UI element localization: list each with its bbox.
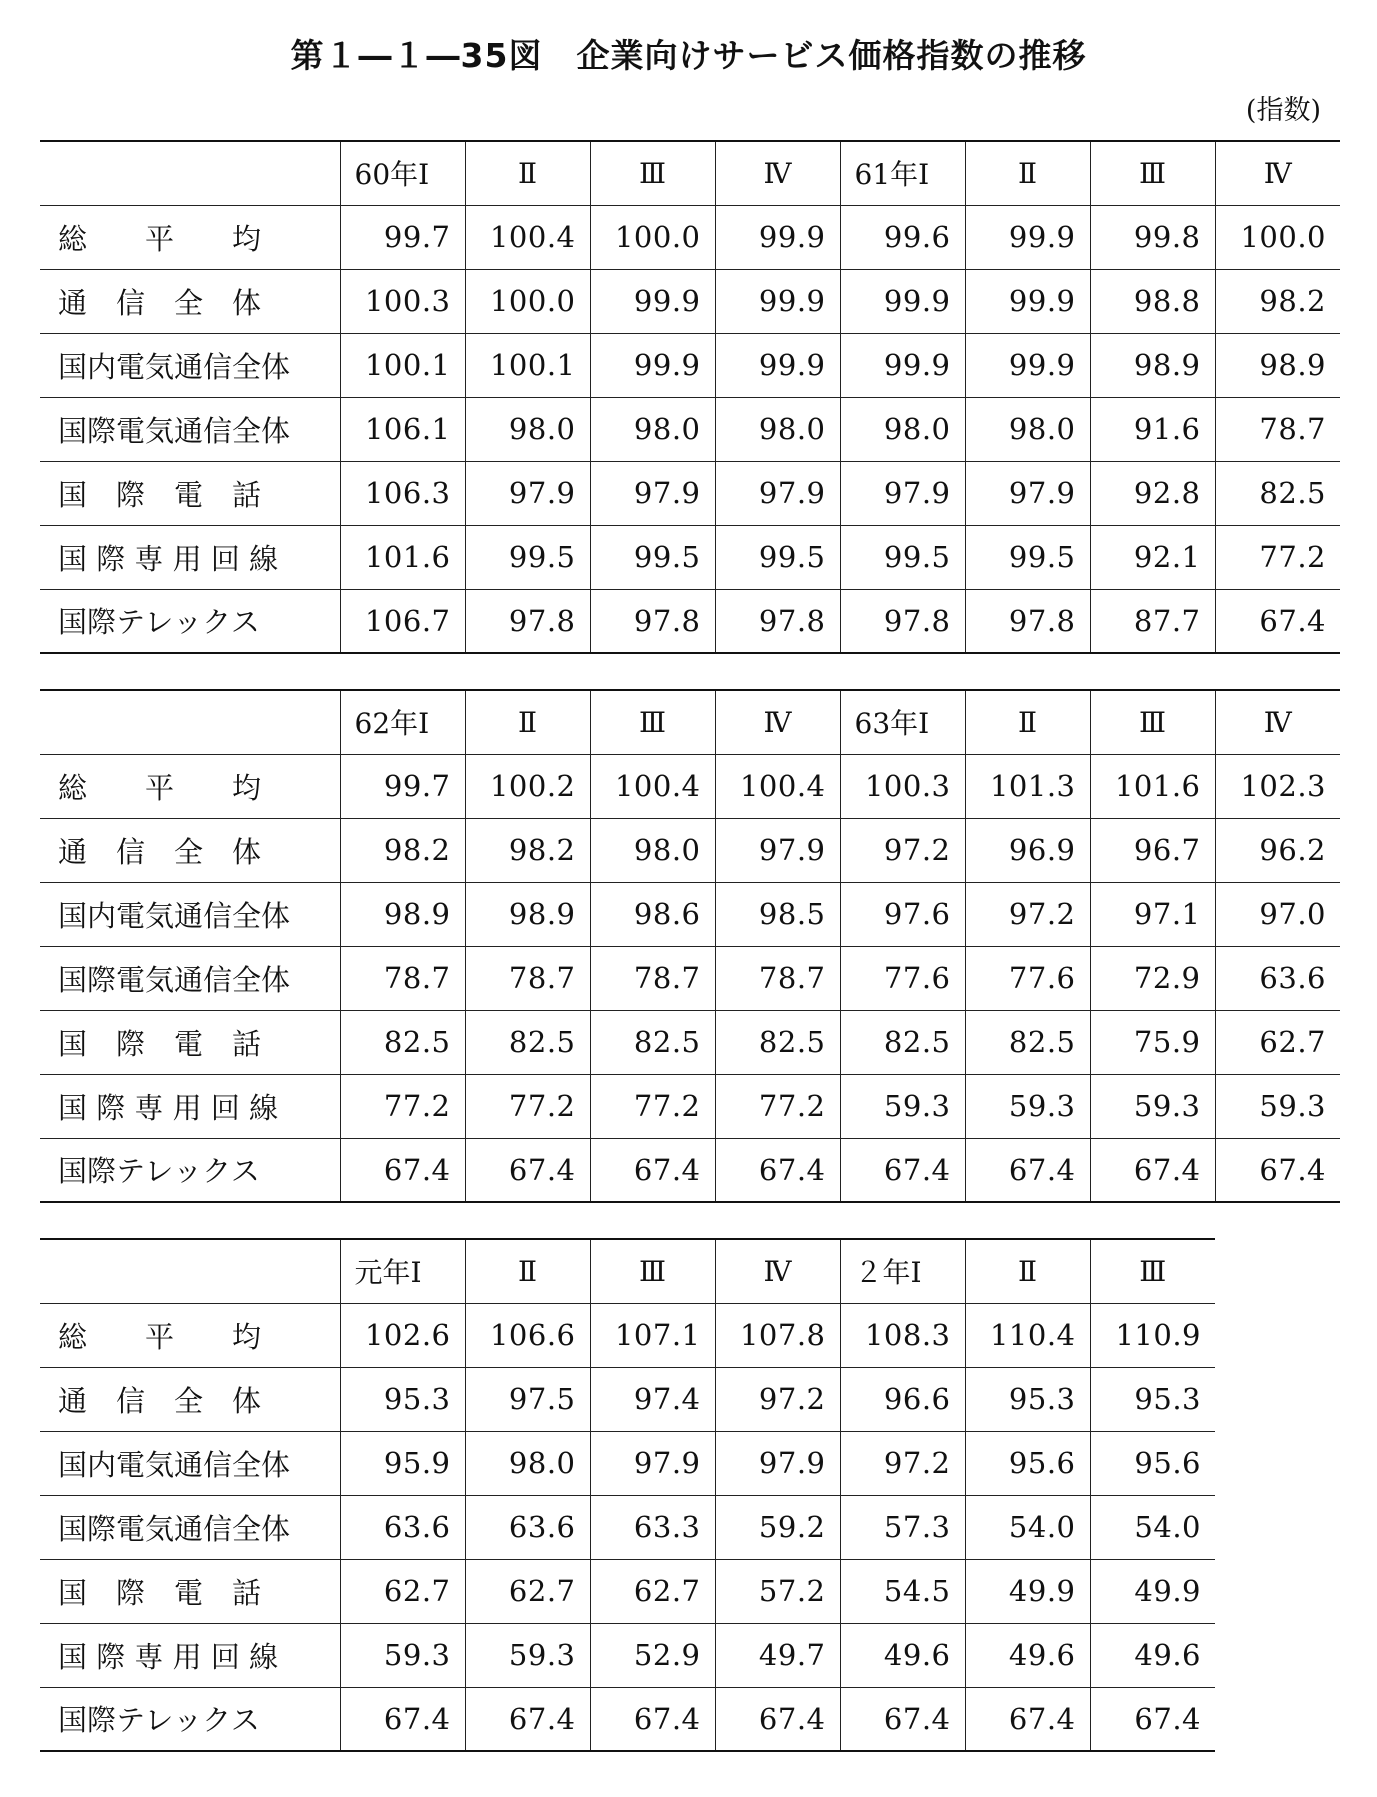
index-value-cell: 78.7: [1215, 397, 1340, 461]
row-label: 国際電気通信全体: [40, 946, 340, 1010]
row-label: 国 際 専 用 回 線: [40, 1623, 340, 1687]
index-value-cell: 49.9: [965, 1559, 1090, 1623]
index-value-cell: 67.4: [590, 1687, 715, 1751]
row-label: 通 信 全 体: [40, 269, 340, 333]
index-value-cell: 63.6: [340, 1495, 465, 1559]
index-value-cell: 62.7: [1215, 1010, 1340, 1074]
index-value-cell: 95.3: [1090, 1367, 1215, 1431]
index-value-cell: 77.6: [965, 946, 1090, 1010]
column-header: 元年Ⅰ: [340, 1239, 465, 1303]
index-value-cell: 67.4: [590, 1138, 715, 1202]
index-value-cell: 98.0: [465, 1431, 590, 1495]
table-row: [40, 461, 1340, 525]
table-row: [40, 333, 1340, 397]
table-row: [40, 882, 1340, 946]
index-value-cell: 99.5: [965, 525, 1090, 589]
index-value-cell: 82.5: [1215, 461, 1340, 525]
column-header: Ⅲ: [1090, 690, 1215, 754]
index-value-cell: 57.2: [715, 1559, 840, 1623]
row-label: 国 際 電 話: [40, 461, 340, 525]
index-value-cell: 97.8: [840, 589, 965, 653]
index-value-cell: 99.9: [840, 269, 965, 333]
index-value-cell: 92.1: [1090, 525, 1215, 589]
index-value-cell: 78.7: [340, 946, 465, 1010]
index-value-cell: 101.6: [340, 525, 465, 589]
index-value-cell: 78.7: [590, 946, 715, 1010]
index-value-cell: 91.6: [1090, 397, 1215, 461]
index-value-cell: 77.2: [340, 1074, 465, 1138]
index-value-cell: 95.3: [965, 1367, 1090, 1431]
index-value-cell: 97.2: [715, 1367, 840, 1431]
index-value-cell: 62.7: [590, 1559, 715, 1623]
index-value-cell: 75.9: [1090, 1010, 1215, 1074]
index-value-cell: 98.2: [340, 818, 465, 882]
index-value-cell: 99.9: [965, 269, 1090, 333]
index-value-cell: 97.9: [840, 461, 965, 525]
column-header: Ⅱ: [465, 141, 590, 205]
table-row: [40, 525, 1340, 589]
index-value-cell: 99.9: [590, 333, 715, 397]
corner-cell: [40, 690, 340, 754]
index-value-cell: 110.9: [1090, 1303, 1215, 1367]
header-row: [40, 690, 1340, 754]
index-value-cell: 63.6: [1215, 946, 1340, 1010]
column-header: 61年Ⅰ: [840, 141, 965, 205]
index-value-cell: 67.4: [715, 1138, 840, 1202]
index-value-cell: 97.4: [590, 1367, 715, 1431]
index-value-cell: 95.6: [1090, 1431, 1215, 1495]
column-header: Ⅱ: [465, 690, 590, 754]
row-label: 通 信 全 体: [40, 1367, 340, 1431]
index-value-cell: 92.8: [1090, 461, 1215, 525]
index-value-cell: 67.4: [965, 1687, 1090, 1751]
row-label: 国際電気通信全体: [40, 1495, 340, 1559]
column-header: Ⅳ: [715, 690, 840, 754]
index-value-cell: 97.8: [965, 589, 1090, 653]
row-label: 国 際 電 話: [40, 1559, 340, 1623]
row-label: 国際電気通信全体: [40, 397, 340, 461]
index-value-cell: 95.6: [965, 1431, 1090, 1495]
index-value-cell: 97.9: [715, 818, 840, 882]
unit-label: (指数): [1245, 95, 1321, 126]
index-value-cell: 98.9: [340, 882, 465, 946]
index-value-cell: 98.9: [1215, 333, 1340, 397]
index-value-cell: 67.4: [1090, 1138, 1215, 1202]
index-value-cell: 106.3: [340, 461, 465, 525]
index-value-cell: 98.2: [465, 818, 590, 882]
index-value-cell: 54.5: [840, 1559, 965, 1623]
index-value-cell: 49.6: [1090, 1623, 1215, 1687]
table-row: [40, 1431, 1215, 1495]
index-value-cell: 77.6: [840, 946, 965, 1010]
index-value-cell: 97.2: [840, 1431, 965, 1495]
column-header: ２年Ⅰ: [840, 1239, 965, 1303]
index-value-cell: 98.0: [715, 397, 840, 461]
index-value-cell: 97.8: [590, 589, 715, 653]
table-row: [40, 589, 1340, 653]
table-row: [40, 1687, 1215, 1751]
index-value-cell: 99.9: [840, 333, 965, 397]
column-header: 60年Ⅰ: [340, 141, 465, 205]
index-value-cell: 82.5: [340, 1010, 465, 1074]
index-value-cell: 67.4: [840, 1138, 965, 1202]
index-value-cell: 57.3: [840, 1495, 965, 1559]
index-value-cell: 99.7: [340, 754, 465, 818]
header-row: [40, 1239, 1215, 1303]
index-value-cell: 102.6: [340, 1303, 465, 1367]
index-value-cell: 52.9: [590, 1623, 715, 1687]
index-value-cell: 67.4: [1215, 589, 1340, 653]
index-value-cell: 100.4: [590, 754, 715, 818]
index-value-cell: 97.9: [590, 1431, 715, 1495]
table-row: [40, 1138, 1340, 1202]
row-label: 国内電気通信全体: [40, 882, 340, 946]
index-value-cell: 49.9: [1090, 1559, 1215, 1623]
index-value-cell: 97.2: [840, 818, 965, 882]
corner-cell: [40, 141, 340, 205]
table-row: [40, 397, 1340, 461]
index-value-cell: 96.6: [840, 1367, 965, 1431]
index-value-cell: 102.3: [1215, 754, 1340, 818]
index-value-cell: 108.3: [840, 1303, 965, 1367]
index-value-cell: 100.4: [465, 205, 590, 269]
table-row: [40, 1303, 1215, 1367]
table-row: [40, 205, 1340, 269]
index-value-cell: 67.4: [340, 1687, 465, 1751]
row-label: 国 際 専 用 回 線: [40, 1074, 340, 1138]
column-header: Ⅲ: [590, 690, 715, 754]
index-value-cell: 77.2: [590, 1074, 715, 1138]
row-label: 通 信 全 体: [40, 818, 340, 882]
index-value-cell: 96.7: [1090, 818, 1215, 882]
index-value-cell: 63.3: [590, 1495, 715, 1559]
index-value-cell: 59.2: [715, 1495, 840, 1559]
index-value-cell: 67.4: [340, 1138, 465, 1202]
index-value-cell: 95.9: [340, 1431, 465, 1495]
index-value-cell: 106.1: [340, 397, 465, 461]
index-value-cell: 77.2: [715, 1074, 840, 1138]
index-value-cell: 110.4: [965, 1303, 1090, 1367]
index-table-1985-1986: [40, 140, 1340, 654]
table-row: [40, 946, 1340, 1010]
index-value-cell: 97.1: [1090, 882, 1215, 946]
index-value-cell: 100.0: [465, 269, 590, 333]
column-header: Ⅱ: [465, 1239, 590, 1303]
index-value-cell: 98.0: [965, 397, 1090, 461]
index-value-cell: 101.6: [1090, 754, 1215, 818]
index-value-cell: 98.0: [590, 818, 715, 882]
index-value-cell: 78.7: [715, 946, 840, 1010]
index-value-cell: 98.0: [840, 397, 965, 461]
index-table-1987-1988: [40, 689, 1340, 1203]
column-header: Ⅲ: [1090, 141, 1215, 205]
column-header: Ⅱ: [965, 690, 1090, 754]
index-value-cell: 99.9: [715, 269, 840, 333]
table-row: [40, 1623, 1215, 1687]
index-value-cell: 106.7: [340, 589, 465, 653]
index-table-1989-1990: [40, 1238, 1215, 1752]
index-value-cell: 87.7: [1090, 589, 1215, 653]
index-value-cell: 99.9: [715, 333, 840, 397]
index-value-cell: 59.3: [340, 1623, 465, 1687]
index-value-cell: 62.7: [465, 1559, 590, 1623]
row-label: 国際テレックス: [40, 1138, 340, 1202]
column-header: Ⅳ: [715, 1239, 840, 1303]
index-value-cell: 59.3: [465, 1623, 590, 1687]
column-header: Ⅳ: [715, 141, 840, 205]
index-value-cell: 97.9: [715, 1431, 840, 1495]
index-value-cell: 82.5: [840, 1010, 965, 1074]
index-value-cell: 107.8: [715, 1303, 840, 1367]
index-value-cell: 99.5: [840, 525, 965, 589]
index-value-cell: 99.5: [465, 525, 590, 589]
index-value-cell: 98.0: [590, 397, 715, 461]
row-label: 国際テレックス: [40, 1687, 340, 1751]
index-value-cell: 100.0: [590, 205, 715, 269]
column-header: Ⅳ: [1215, 141, 1340, 205]
corner-cell: [40, 1239, 340, 1303]
index-value-cell: 100.3: [340, 269, 465, 333]
index-value-cell: 99.9: [715, 205, 840, 269]
index-value-cell: 72.9: [1090, 946, 1215, 1010]
index-value-cell: 99.9: [965, 205, 1090, 269]
row-label: 国内電気通信全体: [40, 1431, 340, 1495]
index-value-cell: 99.9: [590, 269, 715, 333]
index-value-cell: 96.9: [965, 818, 1090, 882]
index-value-cell: 98.9: [1090, 333, 1215, 397]
table-row: [40, 1367, 1215, 1431]
index-value-cell: 67.4: [840, 1687, 965, 1751]
index-value-cell: 100.3: [840, 754, 965, 818]
figure-title: 第１―１―35図 企業向けサービス価格指数の推移: [290, 36, 1087, 75]
index-value-cell: 98.5: [715, 882, 840, 946]
row-label: 国内電気通信全体: [40, 333, 340, 397]
index-value-cell: 97.0: [1215, 882, 1340, 946]
index-value-cell: 97.9: [965, 461, 1090, 525]
index-value-cell: 99.9: [965, 333, 1090, 397]
index-value-cell: 98.9: [465, 882, 590, 946]
index-value-cell: 99.7: [340, 205, 465, 269]
column-header: Ⅱ: [965, 141, 1090, 205]
index-value-cell: 82.5: [965, 1010, 1090, 1074]
index-value-cell: 49.6: [965, 1623, 1090, 1687]
index-value-cell: 49.7: [715, 1623, 840, 1687]
index-value-cell: 100.1: [465, 333, 590, 397]
index-value-cell: 98.8: [1090, 269, 1215, 333]
index-value-cell: 59.3: [965, 1074, 1090, 1138]
index-value-cell: 99.8: [1090, 205, 1215, 269]
row-label: 国 際 専 用 回 線: [40, 525, 340, 589]
index-value-cell: 101.3: [965, 754, 1090, 818]
index-value-cell: 100.0: [1215, 205, 1340, 269]
index-value-cell: 96.2: [1215, 818, 1340, 882]
table-row: [40, 1559, 1215, 1623]
column-header: 62年Ⅰ: [340, 690, 465, 754]
index-value-cell: 54.0: [965, 1495, 1090, 1559]
index-value-cell: 99.5: [715, 525, 840, 589]
index-value-cell: 82.5: [465, 1010, 590, 1074]
index-value-cell: 67.4: [465, 1687, 590, 1751]
index-value-cell: 97.8: [715, 589, 840, 653]
index-value-cell: 59.3: [1090, 1074, 1215, 1138]
index-value-cell: 49.6: [840, 1623, 965, 1687]
row-label: 総 平 均: [40, 1303, 340, 1367]
table-row: [40, 1074, 1340, 1138]
index-value-cell: 82.5: [715, 1010, 840, 1074]
index-value-cell: 106.6: [465, 1303, 590, 1367]
index-value-cell: 100.2: [465, 754, 590, 818]
index-value-cell: 82.5: [590, 1010, 715, 1074]
index-value-cell: 97.9: [465, 461, 590, 525]
table-row: [40, 1010, 1340, 1074]
index-value-cell: 98.0: [465, 397, 590, 461]
row-label: 国 際 電 話: [40, 1010, 340, 1074]
index-value-cell: 59.3: [840, 1074, 965, 1138]
index-value-cell: 63.6: [465, 1495, 590, 1559]
index-value-cell: 67.4: [465, 1138, 590, 1202]
table-row: [40, 1495, 1215, 1559]
index-value-cell: 95.3: [340, 1367, 465, 1431]
index-value-cell: 98.2: [1215, 269, 1340, 333]
index-value-cell: 99.6: [840, 205, 965, 269]
table-row: [40, 754, 1340, 818]
index-value-cell: 59.3: [1215, 1074, 1340, 1138]
index-value-cell: 100.4: [715, 754, 840, 818]
row-label: 国際テレックス: [40, 589, 340, 653]
index-value-cell: 97.2: [965, 882, 1090, 946]
index-value-cell: 67.4: [965, 1138, 1090, 1202]
index-value-cell: 67.4: [1215, 1138, 1340, 1202]
index-value-cell: 97.9: [590, 461, 715, 525]
index-value-cell: 98.6: [590, 882, 715, 946]
index-value-cell: 99.5: [590, 525, 715, 589]
index-value-cell: 67.4: [715, 1687, 840, 1751]
column-header: Ⅲ: [590, 1239, 715, 1303]
table-row: [40, 818, 1340, 882]
index-value-cell: 97.9: [715, 461, 840, 525]
index-value-cell: 97.5: [465, 1367, 590, 1431]
index-value-cell: 77.2: [1215, 525, 1340, 589]
row-label: 総 平 均: [40, 754, 340, 818]
index-value-cell: 54.0: [1090, 1495, 1215, 1559]
index-value-cell: 97.6: [840, 882, 965, 946]
index-value-cell: 67.4: [1090, 1687, 1215, 1751]
column-header: Ⅳ: [1215, 690, 1340, 754]
index-value-cell: 100.1: [340, 333, 465, 397]
column-header: Ⅱ: [965, 1239, 1090, 1303]
table-row: [40, 269, 1340, 333]
index-value-cell: 107.1: [590, 1303, 715, 1367]
header-row: [40, 141, 1340, 205]
row-label: 総 平 均: [40, 205, 340, 269]
index-value-cell: 78.7: [465, 946, 590, 1010]
column-header: 63年Ⅰ: [840, 690, 965, 754]
column-header: Ⅲ: [1090, 1239, 1215, 1303]
column-header: Ⅲ: [590, 141, 715, 205]
index-value-cell: 97.8: [465, 589, 590, 653]
index-value-cell: 62.7: [340, 1559, 465, 1623]
index-value-cell: 77.2: [465, 1074, 590, 1138]
